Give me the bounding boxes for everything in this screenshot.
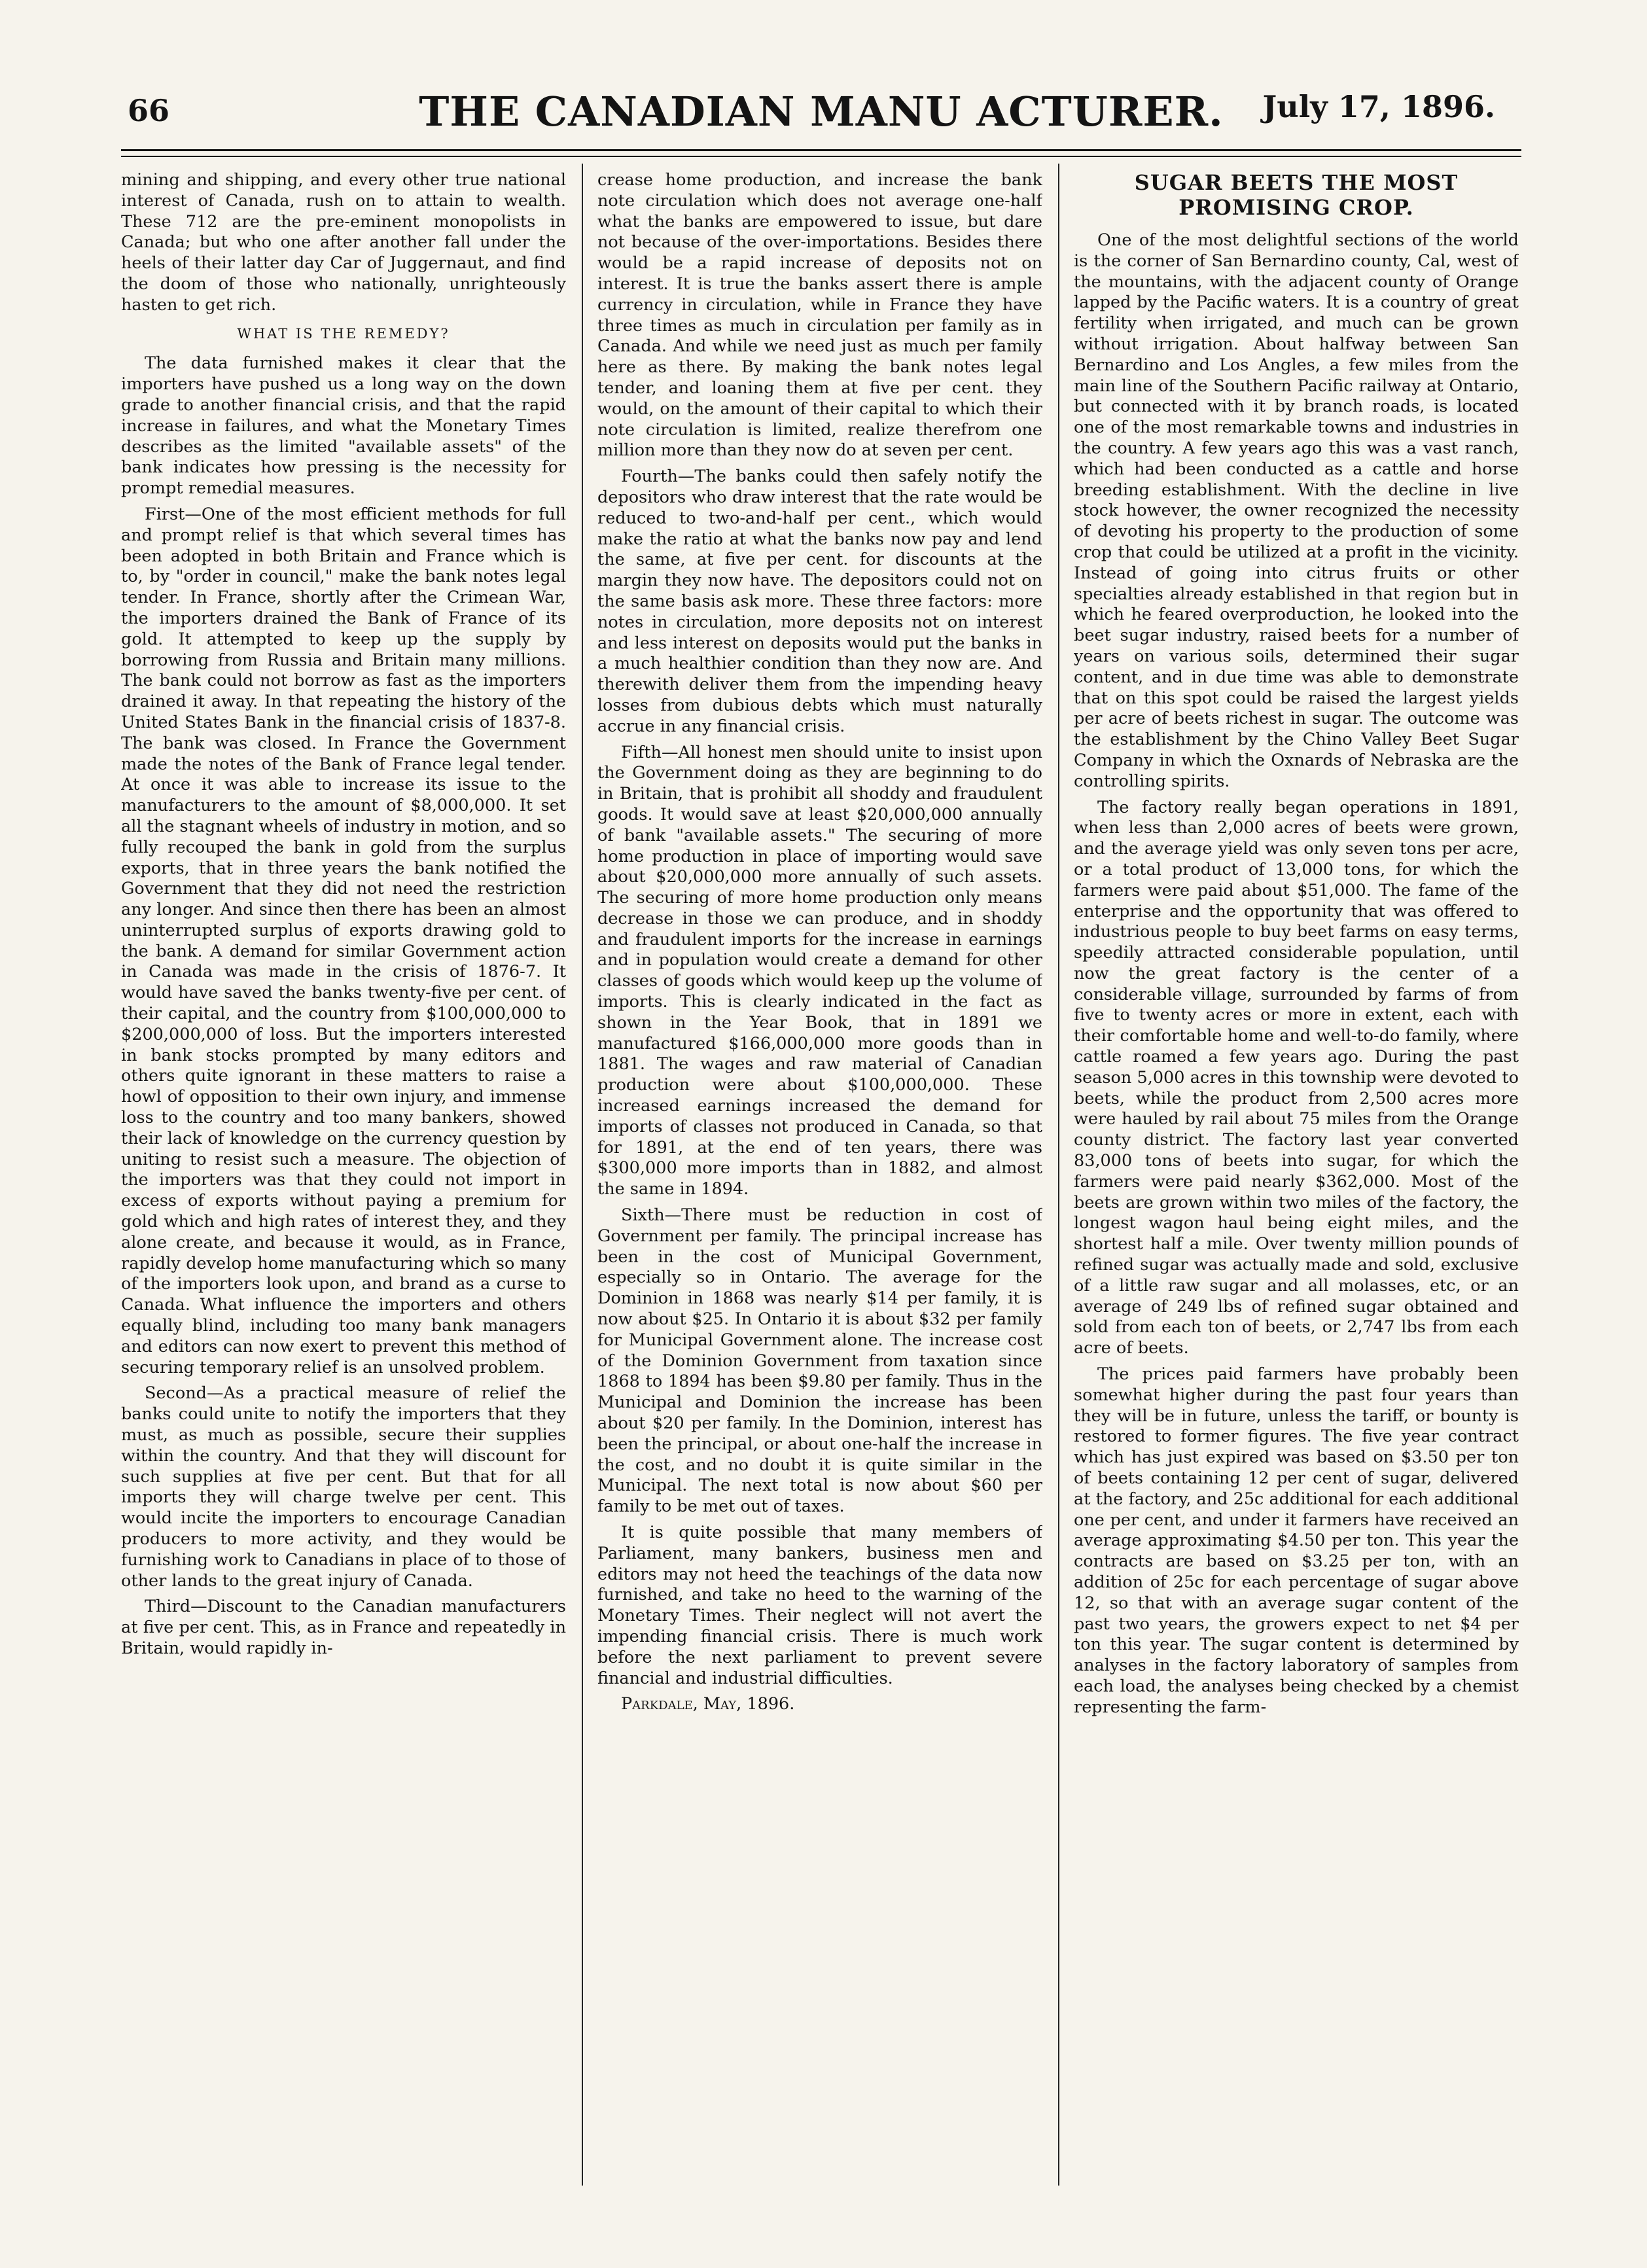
masthead-title: THE CANADIAN MANU ACTURER. bbox=[419, 88, 1224, 135]
header-rule-thick bbox=[121, 149, 1521, 151]
newspaper-page bbox=[121, 79, 1521, 2212]
issue-date: July 17, 1896. bbox=[1262, 89, 1495, 124]
column-3 bbox=[1074, 170, 1519, 2179]
paragraph: crease home production, and increase the bank note circulation which does not average one-half what the banks are empowered to issue, but dare not because of the over-importations. Besides there would be a rapid increase of deposits not on interest. It is true the banks assert there is ample currency in circulation, while in France they have three times as much in circulation per family as in Canada. And while we need just as much per family here as there. By making the bank notes legal tender, and loaning them at five per cent. they would, on the amount of their capital to which their note circulation is limited, realize therefrom one million more than they now do at seven per cent. bbox=[597, 170, 1042, 461]
paragraph: Fourth—The banks could then safely notify the depositors who draw interest that the rate would be reduced to two-and-half per cent., which would make the ratio at what the banks now pay and lend the same, at five per cent. for discounts at the margin they now have. The depositors could not on the same basis ask more. These three factors: more notes in circulation, more deposits not on interest and less interest on deposits would put the banks in a much healthier condition than they now are. And therewith deliver them from the impending heavy losses from dubious debts which must naturally accrue in any financial crisis. bbox=[597, 467, 1042, 736]
paragraph: First—One of the most efficient methods for full and prompt relief is that which several times has been adopted in both Britain and France which is to, by "order in council," make the bank notes legal tender. In France, shortly after the Crimean War, the importers drained the Bank of France of its gold. It attempted to keep up the supply by borrowing from Russia and Britain many millions. The bank could not borrow as fast as the importers drained it away. In that repeating the history of the United States Bank in the financial crisis of 1837-8. The bank was closed. In France the Government made the notes of the Bank of France legal tender. At once it was able to increase its issue to the manufacturers to the amount of $8,000,000. It set all the stagnant wheels of industry in motion, and so fully recouped the bank in gold from the surplus exports, that in three years the bank notified the Government that they did not need the restriction any longer. And since then there has been an almost uninterrupted surplus of exports drawing gold to the bank. A demand for similar Government action in Canada was made in the crisis of 1876-7. It would have saved the banks twenty-five per cent. of their capital, and the country from $100,000,000 to $200,000,000 of loss. But the importers interested in bank stocks prompted by many editors and others quite ignorant in these matters to raise a howl of opposition to their own injury, and immense loss to the country and too many bankers, showed their lack of knowledge on the currency question by uniting to resist such a measure. The objection of the importers was that they could not import in excess of exports without paying a premium for gold which and high rates of interest they, and they alone create, and because it would, as in France, rapidly develop home manufacturing which so many of the importers look upon, and brand as a curse to Canada. What influence the importers and others equally blind, including too many bank managers and editors can now exert to prevent this method of securing temporary relief is an unsolved problem. bbox=[121, 504, 566, 1377]
paragraph: The factory really began operations in 1891, when less than 2,000 acres of beets were grown, and the average yield was only seven tons per acre, or a total product of 13,000 tons, for which the farmers were paid about $51,000. The fame of the enterprise and the opportunity that was offered to industrious people to buy beet farms on easy terms, speedily attracted considerable population, until now the great factory is the center of a considerable village, surrounded by farms of from five to twenty acres or more in extent, each with their comfortable home and well-to-do family, where cattle roamed a few years ago. During the past season 5,000 acres in this township were devoted to beets, while the product from 2,500 acres more were hauled by rail about 75 miles from the Orange county district. The factory last year converted 83,000 tons of beets into sugar, for which the farmers were paid nearly $362,000. Most of the beets are grown within two miles of the factory, the longest wagon haul being eight miles, and the shortest half a mile. Over twenty million pounds of refined sugar was actually made and sold, exclusive of a little raw sugar and all molasses, etc, or an average of 249 lbs of refined sugar obtained and sold from each ton of beets, or 2,747 lbs from each acre of beets. bbox=[1074, 797, 1519, 1358]
column-2 bbox=[597, 170, 1042, 2179]
column-1 bbox=[121, 170, 566, 2179]
paragraph: The prices paid farmers have probably been somewhat higher during the past four years than they will be in future, unless the tariff, or bounty is restored to former figures. The five year contract which has just expired was based on $3.50 per ton of beets containing 12 per cent of sugar, delivered at the factory, and 25c additional for each additional one per cent, and under it farmers have received an average approximating $4.50 per ton. This year the contracts are based on $3.25 per ton, with an addition of 25c for each percentage of sugar above 12, so that with an average sugar content of the past two years, the growers expect to net $4 per ton this year. The sugar content is determined by analyses in the factory laboratory of samples from each load, the analyses being checked by a chemist representing the farm- bbox=[1074, 1364, 1519, 1717]
paragraph: The data furnished makes it clear that the importers have pushed us a long way on the down grade to another financial crisis, and that the rapid increase in failures, and what the Monetary Times describes as the limited "available assets" of the bank indicates how pressing is the necessity for prompt remedial measures. bbox=[121, 353, 566, 499]
paragraph: It is quite possible that many members of Parliament, many bankers, business men and editors may not heed the teachings of the data now furnished, and take no heed to the warning of the Monetary Times. Their neglect will not avert the impending financial crisis. There is much work before the next parliament to prevent severe financial and industrial difficulties. bbox=[597, 1523, 1042, 1688]
paragraph: Third—Discount to the Canadian manufacturers at five per cent. This, as in France and repeatedly in Britain, would rapidly in- bbox=[121, 1597, 566, 1658]
paragraph: Second—As a practical measure of relief the banks could unite to notify the importers that they must, as much as possible, secure their supplies within the country. And that they will discount for such supplies at five per cent. But that for all imports they will charge twelve per cent. This would incite the importers to encourage Canadian producers to more activity, and they would be furnishing work to Canadians in place of to those of other lands to the great injury of Canada. bbox=[121, 1383, 566, 1591]
signature-line: Parkdale, May, 1896. bbox=[621, 1694, 795, 1714]
paragraph: mining and shipping, and every other true national interest of Canada, rush on to attain to wealth. These 712 are the pre-eminent monopolists in Canada; but who one after another fall under the heels of their latter day Car of Juggernaut, and find the doom of those who nationally, unrighteously hasten to get rich. bbox=[121, 170, 566, 315]
paragraph: Sixth—There must be reduction in cost of Government per family. The principal increase has been in the cost of Municipal Government, especially so in Ontario. The average for the Dominion in 1868 was nearly $14 per family, it is now about $25. In Ontario it is about $32 per family for Municipal Government alone. The increase cost of the Dominion Government from taxation since 1868 to 1894 has been $9.80 per family. Thus in the Municipal and Dominion the increase has been about $20 per family. In the Dominion, interest has been the principal, or about one-half the increase in the cost, and no doubt it is quite similar in the Municipal. The next total is now about $60 per family to be met out of taxes. bbox=[597, 1205, 1042, 1517]
page-header bbox=[121, 79, 1521, 151]
paragraph: Fifth—All honest men should unite to insist upon the Government doing as they are beginning to do in Britain, that is prohibit all shoddy and fraudulent goods. It would save at least $20,000,000 annually of bank "available assets." The securing of more home production in place of importing would save about $20,000,000 more annually of such assets. The securing of more home production only means decrease in those we can produce, and in shoddy and fraudulent imports for the increase in earnings and in population would create a demand for other classes of goods which would keep up the volume of imports. This is clearly indicated in the fact as shown in the Year Book, that in 1891 we manufactured $166,000,000 more goods than in 1881. The wages and raw material of Canadian production were about $100,000,000. These increased earnings increased the demand for imports of classes not produced in Canada, so that for 1891, at the end of ten years, there was $300,000 more imports than in 1882, and almost the same in 1894. bbox=[597, 742, 1042, 1199]
article-title: SUGAR BEETS THE MOST PROMISING CROP. bbox=[1134, 170, 1459, 220]
paragraph: One of the most delightful sections of the world is the corner of San Bernardino county, Cal, west of the mountains, with the adjacent county of Orange lapped by the Pacific waters. It is a country of great fertility when irrigated, and much can be grown without irrigation. About halfway between San Bernardino and Los Angles, a few miles from the main line of the Southern Pacific railway at Ontario, but connected with it by branch roads, is located one of the most remarkable towns and industries in the country. A few years ago this was a vast ranch, which had been conducted as a cattle and horse breeding establishment. With the decline in live stock however, the owner recognized the necessity of devoting his property to the production of some crop that could be utilized at a profit in the vicinity. Instead of going into citrus fruits or other specialties already established in that region but in which he feared overproduction, he looked into the beet sugar industry, raised beets for a number of years on various soils, determined their sugar content, and in due time was able to demonstrate that on this spot could be raised the largest yields per acre of beets richest in sugar. The outcome was the establishment by the Chino Valley Beet Sugar Company in which the Oxnards of Nebraska are the controlling spirits. bbox=[1074, 230, 1519, 791]
page-number: 66 bbox=[128, 93, 170, 128]
column-divider-1 bbox=[582, 164, 583, 2186]
column-divider-2 bbox=[1058, 164, 1059, 2186]
section-subhead: WHAT IS THE REMEDY? bbox=[237, 325, 450, 342]
header-rule-thin bbox=[121, 156, 1521, 157]
